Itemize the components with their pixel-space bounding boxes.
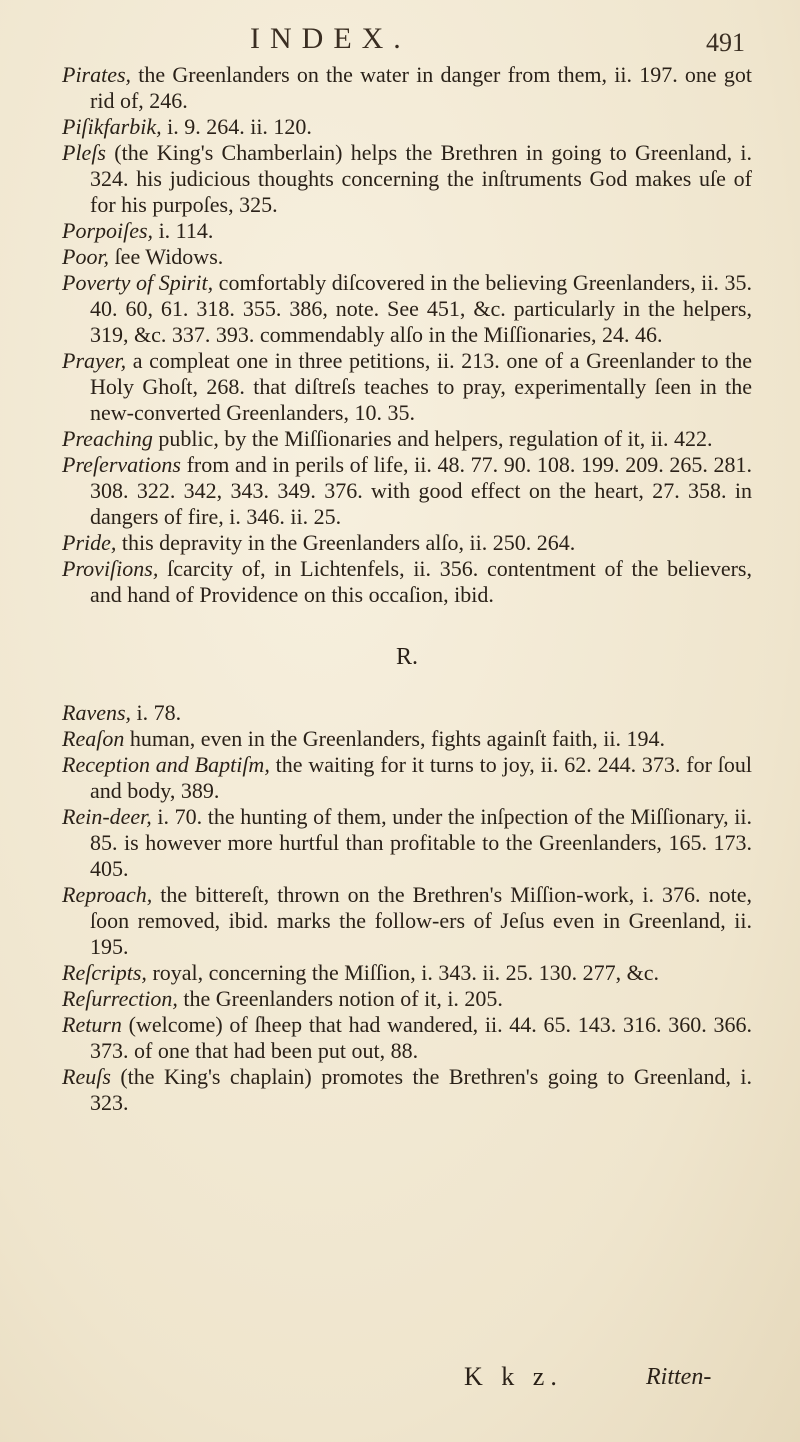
index-entry xyxy=(62,62,752,114)
index-references: ſee Widows. xyxy=(109,244,224,269)
index-references: the Greenlanders notion of it, i. 205. xyxy=(177,986,503,1011)
index-term: Pirates, xyxy=(62,62,132,87)
signature-mark: K k z. xyxy=(464,1362,563,1391)
index-entry xyxy=(62,1064,752,1116)
index-term: Reaſon xyxy=(62,726,125,751)
index-term: Poverty of Spirit, xyxy=(62,270,214,295)
index-term: Rein-deer, xyxy=(62,804,152,829)
index-term: Reſurrection, xyxy=(62,986,178,1011)
index-references: i. 78. xyxy=(131,700,182,725)
index-references: (the King's chaplain) promotes the Brethren's going to Greenland, i. 323. xyxy=(90,1064,752,1115)
index-entry xyxy=(62,452,752,530)
index-references: ſcarcity of, in Lichtenfels, ii. 356. contentment of the believers, and hand of Providence on this occaſion, ibid. xyxy=(90,556,752,607)
index-entry xyxy=(62,348,752,426)
index-term: Preaching xyxy=(62,426,153,451)
index-entry xyxy=(62,1012,752,1064)
index-term: Reuſs xyxy=(62,1064,111,1089)
index-references: this depravity in the Greenlanders alſo, ii. 250. 264. xyxy=(116,530,576,555)
index-entry xyxy=(62,882,752,960)
index-references: (the King's Chamberlain) helps the Brethren in going to Greenland, i. 324. his judicious thoughts concerning the inſtruments God makes uſe of for his purpoſes, 325. xyxy=(90,140,752,217)
index-term: Preſervations xyxy=(62,452,181,477)
page-number: 491 xyxy=(706,28,745,57)
index-references: i. 114. xyxy=(153,218,214,243)
catchword: Ritten- xyxy=(646,1364,712,1390)
index-entries xyxy=(62,62,752,1116)
index-references: the waiting for it turns to joy, ii. 62. 244. 373. for ſoul and body, 389. xyxy=(90,752,753,803)
index-entry xyxy=(62,114,752,140)
index-entry xyxy=(62,726,752,752)
index-references: the Greenlanders on the water in danger from them, ii. 197. one got rid of, 246. xyxy=(90,62,752,113)
index-term: Pride, xyxy=(62,530,117,555)
index-term: Reſcripts, xyxy=(62,960,147,985)
index-entry xyxy=(62,960,752,986)
running-head: INDEX. xyxy=(250,22,411,55)
page-footer xyxy=(0,1362,800,1402)
section-letter: R. xyxy=(395,644,418,670)
index-term: Reproach, xyxy=(62,882,153,907)
index-references: the bittereſt, thrown on the Brethren's Miſſion-work, i. 376. note, ſoon removed, ibid. marks the follow-ers of Jeſus even in Greenland, ii. 195. xyxy=(90,882,752,959)
entries-group-p xyxy=(62,62,752,608)
index-references: i. 70. the hunting of them, under the inſpection of the Miſſionary, ii. 85. is however more hurtful than profitable to the Greenlanders, 165. 173. 405. xyxy=(90,804,752,881)
index-references: i. 9. 264. ii. 120. xyxy=(161,114,312,139)
page-header xyxy=(0,22,800,62)
index-references: public, by the Miſſionaries and helpers, regulation of it, ii. 422. xyxy=(152,426,713,451)
index-term: Ravens, xyxy=(62,700,132,725)
index-references: a compleat one in three petitions, ii. 213. one of a Greenlander to the Holy Ghoſt, 268. that diſtreſs teaches to pray, experimentally ſeen in the new-converted Greenlanders, 10. 35. xyxy=(90,348,752,425)
index-entry xyxy=(62,270,752,348)
index-references: comfortably diſcovered in the believing Greenlanders, ii. 35. 40. 60, 61. 318. 355. 386, note. See 451, &c. particularly in the helpers, 319, &c. 337. 393. commendably alſo in the Miſſionaries, 24. 46. xyxy=(90,270,752,347)
index-references: royal, concerning the Miſſion, i. 343. ii. 25. 130. 277, &c. xyxy=(146,960,659,985)
index-entry xyxy=(62,530,752,556)
index-term: Prayer, xyxy=(62,348,127,373)
index-entry xyxy=(62,244,752,270)
index-references: (welcome) of ſheep that had wandered, ii. 44. 65. 143. 316. 360. 366. 373. of one that had been put out, 88. xyxy=(90,1012,752,1063)
index-entry xyxy=(62,986,752,1012)
index-term: Poor, xyxy=(62,244,110,269)
index-term: Reception and Baptiſm, xyxy=(62,752,270,777)
index-entry xyxy=(62,804,752,882)
index-entry xyxy=(62,140,752,218)
index-term: Proviſions, xyxy=(62,556,159,581)
index-entry xyxy=(62,700,752,726)
index-entry xyxy=(62,426,752,452)
index-term: Pleſs xyxy=(62,140,106,165)
index-term: Piſikfarbik, xyxy=(62,114,162,139)
entries-group-r xyxy=(62,700,752,1116)
index-references: human, even in the Greenlanders, fights againſt faith, ii. 194. xyxy=(124,726,666,751)
index-term: Return xyxy=(62,1012,122,1037)
index-entry xyxy=(62,556,752,608)
index-term: Porpoiſes, xyxy=(62,218,154,243)
index-entry xyxy=(62,218,752,244)
index-references: from and in perils of life, ii. 48. 77. 90. 108. 199. 209. 265. 281. 308. 322. 342, 343. 349. 376. with good effect on the heart, 27. 358. in dangers of fire, i. 346. ii. 25. xyxy=(90,452,752,529)
index-entry xyxy=(62,752,752,804)
